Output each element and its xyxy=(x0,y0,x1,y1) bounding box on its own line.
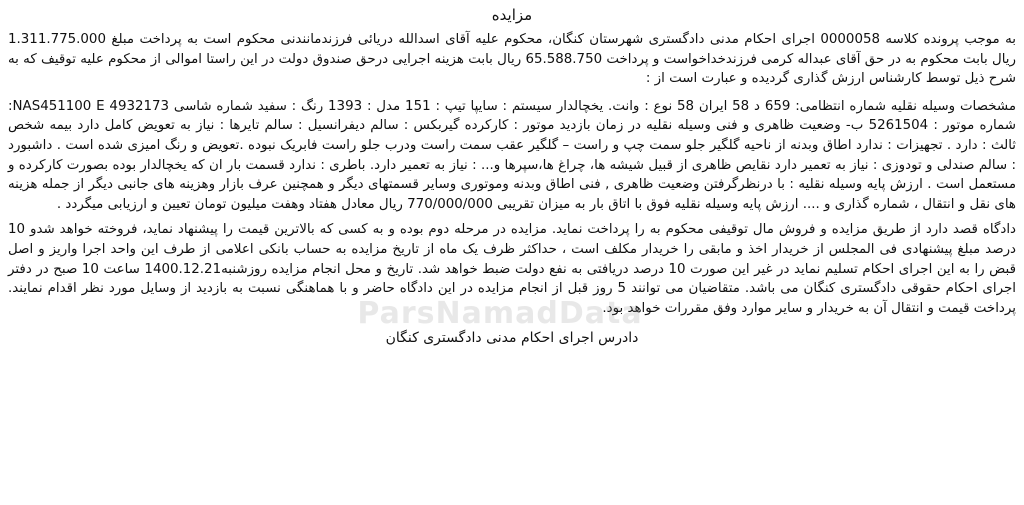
paragraph-vehicle-specs: مشخصات وسیله نقلیه شماره انتظامی: 659 د 58 ایران 58 نوع : وانت. یخچالدار سیستم : سایپا تیپ : 151 مدل : 1393 رنگ : سفید شماره شاسی NAS451100 E 4932173: شماره موتور : 5261504 ب- وضعیت ظاهری و فنی وسیله نقلیه در زمان بازدید موتور : کارکرده گیربکس : سالم دیفرانسیل : سالم تایرها : نیاز به تعویض کامل دارد بیمه شخص ثالث : دارد . تجهیزات : ندارد اطاق وبدنه از ناحیه گلگیر جلو سمت چپ و راست – گلگیر عقب سمت راست ودرب جلو راست فابریک نبوده .تعویض و رنگ امیزی شده است . داشبورد : سالم صندلی و تودوزی : نیاز به تعمیر دارد نقایص ظاهری از قبیل شیشه ها، چراغ ها،سپرها و... : نیاز به تعمیر دارد. باطری : ندارد قسمت بار ان که یخچالدار بوده بصورت کارکرده و مستعمل است . ارزش پایه وسیله نقلیه : با درنظرگرفتن وضعیت ظاهری , فنی اطاق وبدنه وموتوری وسایر قسمتهای دیگر و همچنین عرف بازار وهزینه های جانبی دیگر از جمله هزینه های نقل و انتقال ، شماره گذاری و .... ارزش پایه وسیله نقلیه فوق با اتاق بار به میزان تقریبی 770/000/000 ریال معادل هفتاد وهفت میلیون تومان تعیین و ارزیابی میگردد . xyxy=(8,98,1017,212)
paragraph-auction-terms: دادگاه قصد دارد از طریق مزایده و فروش مال توقیفی محکوم به را پرداخت نماید. مزایده در مرحله دوم بوده و به کسی که بالاترین قیمت را پیشنهاد نماید، فروخته خواهد شدو 10 درصد مبلغ پیشنهادی فی المجلس از خریدار اخذ و مابقی را خریدار مکلف است ، حداکثر ظرف یک ماه از تاریخ مزایده به حساب بانکی اعلامی از طرف این واحد اجرا واریز و اصل قبض را به این اجرای احکام تسلیم نماید در غیر این صورت 10 درصد دریافتی به نفع دولت ضبط خواهد شد. تاریخ و محل انجام مزایده روزشنبه1400.12.21 ساعت 10 صبح در دفتر اجرای احکام حقوقی دادگستری کنگان می باشد. متقاضیان می توانند 5 روز قبل از انجام مزایده در این دادگاه حاضر و با هماهنگی نسبت به بازدید از وسایل مورد نظر اقدام نمایند. پرداخت قیمت و انتقال آن به خریدار و سایر موارد وفق مقررات خواهد بود. xyxy=(8,222,1016,316)
watermark-logo: ParsNamadData xyxy=(357,296,643,331)
notice-title: مزایده xyxy=(491,6,533,24)
signature-line: دادرس اجرای احکام مدنی دادگستری کنگان xyxy=(385,330,639,347)
paragraph-case-details: به موجب پرونده کلاسه 0000058 اجرای احکام مدنی دادگستری شهرستان کنگان، محکوم علیه آقای اسدالله دریائی فرزندمانندنی محکوم است به پرداخت مبلغ 1.311.775.000 ریال بابت محکوم به در حق آقای عبداله کرمی فرزندخداخواست و پرداخت 65.588.750 ریال بابت هزینه اجرایی درحق صندوق دولت در این راستا اموالی از محکوم علیه توقیف که به شرح ذیل توسط کارشناس ارزش گذاری گردیده و عبارت است از : xyxy=(8,32,1017,87)
